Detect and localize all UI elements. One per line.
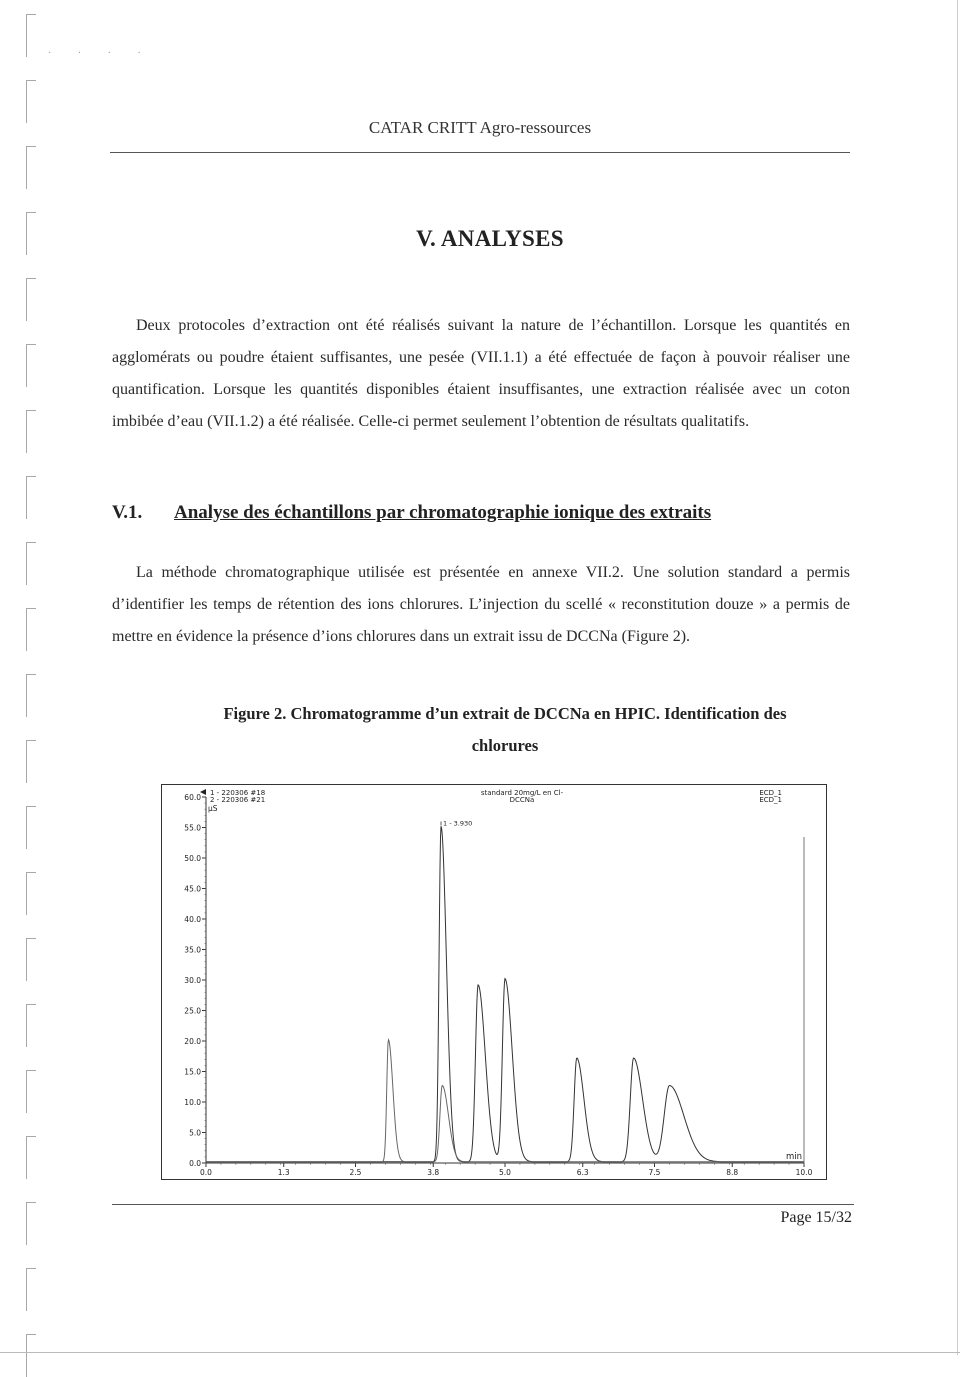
subsection-number: V.1. bbox=[112, 502, 143, 523]
y-axis-label: µS bbox=[208, 804, 218, 813]
binder-mark bbox=[26, 1070, 36, 1113]
y-tick-label: 15.0 bbox=[184, 1067, 201, 1077]
binder-mark bbox=[26, 80, 36, 123]
y-tick-label: 0.0 bbox=[189, 1159, 201, 1168]
x-tick-label: 3.8 bbox=[427, 1168, 440, 1177]
body-text: La méthode chromatographique utilisée est présentée en annexe VII.2. Une solution standard a permis d’identifier les temps de rétention des ions chlorures. L’injection du scellé « reconstitution douze » a permis de mettre en évidence la présence d’ions chlorures dans un extrait issu de DCCNa (Figure 2). bbox=[112, 564, 850, 645]
subsection-title: Analyse des échantillons par chromatographie ionique des extraits bbox=[174, 502, 712, 523]
section-heading: V. ANALYSES bbox=[416, 226, 564, 251]
binder-mark bbox=[26, 476, 36, 519]
x-tick-label: 2.5 bbox=[349, 1168, 362, 1177]
binder-mark bbox=[26, 806, 36, 849]
y-tick-label: 60.0 bbox=[184, 793, 201, 802]
page-number: Page 15/32 bbox=[780, 1209, 852, 1226]
binder-mark bbox=[26, 740, 36, 783]
x-tick-label: 10.0 bbox=[795, 1168, 813, 1177]
binder-mark bbox=[26, 344, 36, 387]
legend-label: 2 - 220306 #21 bbox=[210, 796, 266, 804]
x-tick-label: 1.3 bbox=[277, 1168, 290, 1177]
scan-speckles: · · · · bbox=[48, 48, 153, 59]
y-tick-label: 40.0 bbox=[184, 915, 201, 924]
intro-text: Deux protocoles d’extraction ont été réalisés suivant la nature de l’échantillon. Lorsque les quantités en agglomérats ou poudre étaient suffisantes, une pesée (VII.1.1) a été effectuée de façon à pouvoir réaliser une quantification. Lorsque les quantités disponibles étaient insuffisantes, une extraction réalisée avec un coton imbibée d’eau (VII.1.2) a été réalisée. Celle-ci permet seulement l’obtention de résultats qualitatifs. bbox=[112, 317, 850, 430]
figure-caption bbox=[110, 698, 900, 762]
x-tick-label: 0.0 bbox=[200, 1168, 212, 1177]
figure-caption-line2: chlorures bbox=[471, 736, 539, 755]
page-edge-bottom bbox=[0, 1352, 960, 1353]
chromatogram-trace bbox=[206, 1040, 804, 1162]
binder-mark bbox=[26, 278, 36, 321]
binder-mark bbox=[26, 542, 36, 585]
y-tick-label: 55.0 bbox=[184, 823, 201, 833]
binder-mark bbox=[26, 146, 36, 189]
y-tick-label: 20.0 bbox=[184, 1037, 201, 1046]
header-divider bbox=[110, 152, 850, 153]
binder-marks bbox=[26, 0, 46, 1355]
chromatogram-svg bbox=[162, 785, 828, 1181]
legend-sample: DCCNa bbox=[509, 796, 535, 804]
binder-mark bbox=[26, 872, 36, 915]
footer-divider bbox=[112, 1204, 854, 1205]
header-title: CATAR CRITT Agro-ressources bbox=[368, 118, 592, 137]
y-tick-label: 50.0 bbox=[184, 854, 201, 863]
binder-mark bbox=[26, 1004, 36, 1047]
binder-mark bbox=[26, 1136, 36, 1179]
y-tick-label: 35.0 bbox=[184, 945, 201, 955]
y-tick-label: 5.0 bbox=[189, 1128, 201, 1138]
x-tick-label: 7.5 bbox=[648, 1168, 661, 1177]
y-tick-label: 10.0 bbox=[184, 1098, 201, 1107]
peak-annotation-label: 1 - 3.930 bbox=[443, 819, 473, 828]
x-axis-label: min bbox=[785, 1152, 802, 1162]
y-tick-label: 30.0 bbox=[184, 976, 201, 985]
intro-paragraph bbox=[112, 310, 850, 438]
figure-caption-line1: Figure 2. Chromatogramme d’un extrait de DCCNa en HPIC. Identification des bbox=[223, 704, 787, 723]
binder-mark bbox=[26, 212, 36, 255]
chromatogram-trace bbox=[206, 826, 804, 1162]
page-edge-right bbox=[957, 0, 958, 1355]
y-tick-label: 45.0 bbox=[184, 884, 201, 894]
body-paragraph bbox=[112, 557, 850, 653]
binder-mark bbox=[26, 608, 36, 651]
y-tick-label: 25.0 bbox=[184, 1006, 201, 1016]
legend-detector: ECD_1 bbox=[759, 789, 782, 797]
legend-detector: ECD_1 bbox=[759, 796, 782, 804]
x-tick-label: 5.0 bbox=[499, 1168, 511, 1177]
binder-mark bbox=[26, 674, 36, 717]
subsection-heading bbox=[112, 502, 852, 524]
binder-mark bbox=[26, 14, 36, 57]
x-tick-label: 8.8 bbox=[726, 1168, 739, 1177]
chromatogram-chart bbox=[161, 784, 827, 1180]
legend-label: 1 - 220306 #18 bbox=[210, 789, 266, 797]
binder-mark bbox=[26, 1334, 36, 1377]
binder-mark bbox=[26, 1268, 36, 1311]
binder-mark bbox=[26, 938, 36, 981]
binder-mark bbox=[26, 410, 36, 453]
legend-sample: standard 20mg/L en Cl- bbox=[480, 789, 564, 797]
binder-mark bbox=[26, 1202, 36, 1245]
x-tick-label: 6.3 bbox=[576, 1168, 589, 1177]
